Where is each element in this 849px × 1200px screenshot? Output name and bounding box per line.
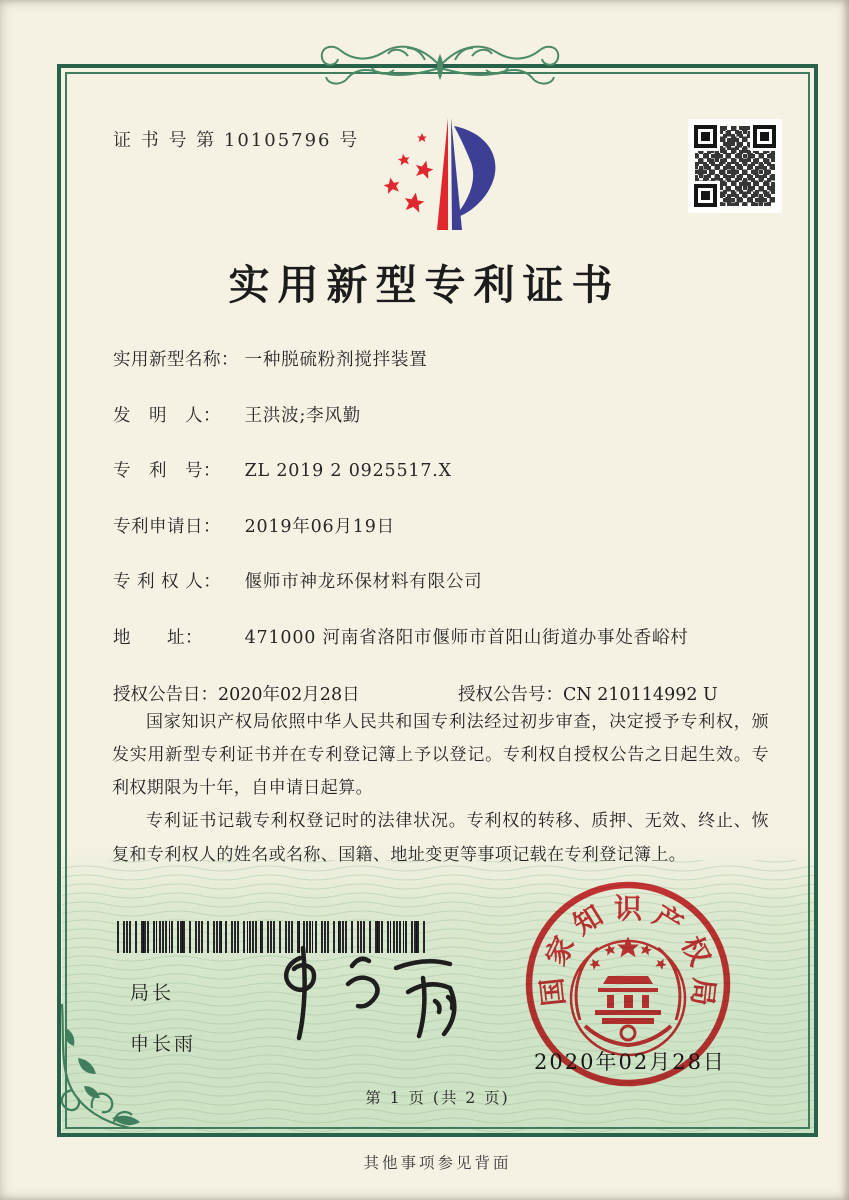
grant-date-label: 授权公告日：: [113, 685, 218, 705]
field-label: 地 址：: [113, 627, 203, 648]
certificate-title: 实用新型专利证书: [228, 261, 621, 309]
field-label: 实用新型名称：: [113, 350, 239, 370]
certificate-number: 证 书 号 第 10105796 号: [113, 130, 360, 151]
seal-char: 局: [685, 976, 721, 1008]
seal-char: 家: [539, 931, 582, 971]
field-filing-date: [113, 516, 773, 537]
seal-char: 国: [535, 976, 571, 1008]
field-value: 一种脱硫粉剂搅拌装置: [244, 350, 428, 370]
seal-char: 产: [647, 898, 689, 942]
field-label: 专利申请日：: [113, 516, 221, 537]
qr-finder-icon: [694, 125, 717, 148]
handwritten-signature-icon: [248, 938, 478, 1050]
field-value: 王洪波;李风勤: [244, 405, 362, 426]
officer-block: [130, 978, 196, 1056]
field-value: 471000 河南省洛阳市偃师市首阳山街道办事处香峪村: [244, 627, 689, 648]
legal-paragraph-1: 国家知识产权局依照中华人民共和国专利法经过初步审查，决定授予专利权，颁发实用新型专利证书并在专利登记簿上予以登记。专利权自授权公告之日起生效。专利权期限为十年，自申请日起算。: [112, 712, 769, 799]
dragon-scroll-ornament: [290, 26, 590, 92]
seal-date: 2020年02月28日: [534, 1050, 726, 1074]
seal-char: 知: [567, 898, 609, 942]
page-number: 第 1 页 (共 2 页): [365, 1089, 510, 1107]
field-value: ZL 2019 2 0925517.X: [244, 461, 452, 481]
field-patentee: [113, 574, 773, 592]
legal-paragraph-2: 专利证书记载专利权登记时的法律状况。专利权的转移、质押、无效、终止、恢复和专利权人的姓名或名称、国籍、地址变更等事项记载在专利登记簿上。: [112, 811, 769, 865]
back-note: 其他事项参见背面: [363, 1154, 512, 1172]
grant-row: [113, 681, 793, 706]
field-utility-model-name: [113, 352, 773, 370]
officer-name: 申长雨: [130, 1033, 197, 1055]
field-label: 专 利 号：: [113, 461, 221, 481]
legal-text: [112, 706, 769, 872]
qr-finder-icon: [694, 184, 717, 207]
officer-title: 局长: [130, 982, 175, 1004]
grant-number-value: CN 210114992 U: [563, 685, 718, 705]
seal-char: 权: [674, 931, 717, 971]
qr-finder-icon: [753, 125, 776, 148]
field-value: 2019年06月19日: [244, 516, 395, 537]
grant-number-pair: [458, 681, 718, 706]
cnipa-logo-icon: [365, 110, 525, 236]
field-list: [113, 352, 773, 685]
field-inventor: [113, 405, 773, 426]
field-label: 专 利 权 人：: [113, 572, 222, 592]
qr-code-icon: [688, 119, 782, 213]
field-label: 发 明 人：: [113, 405, 221, 426]
grant-number-label: 授权公告号：: [458, 685, 563, 705]
field-value: 偃师市神龙环保材料有限公司: [244, 572, 483, 592]
grant-date-value: 2020年02月28日: [218, 685, 360, 705]
national-emblem-icon: [571, 937, 685, 1056]
field-address: [113, 627, 773, 648]
field-patent-number: [113, 463, 773, 481]
seal-char: 识: [613, 892, 643, 925]
